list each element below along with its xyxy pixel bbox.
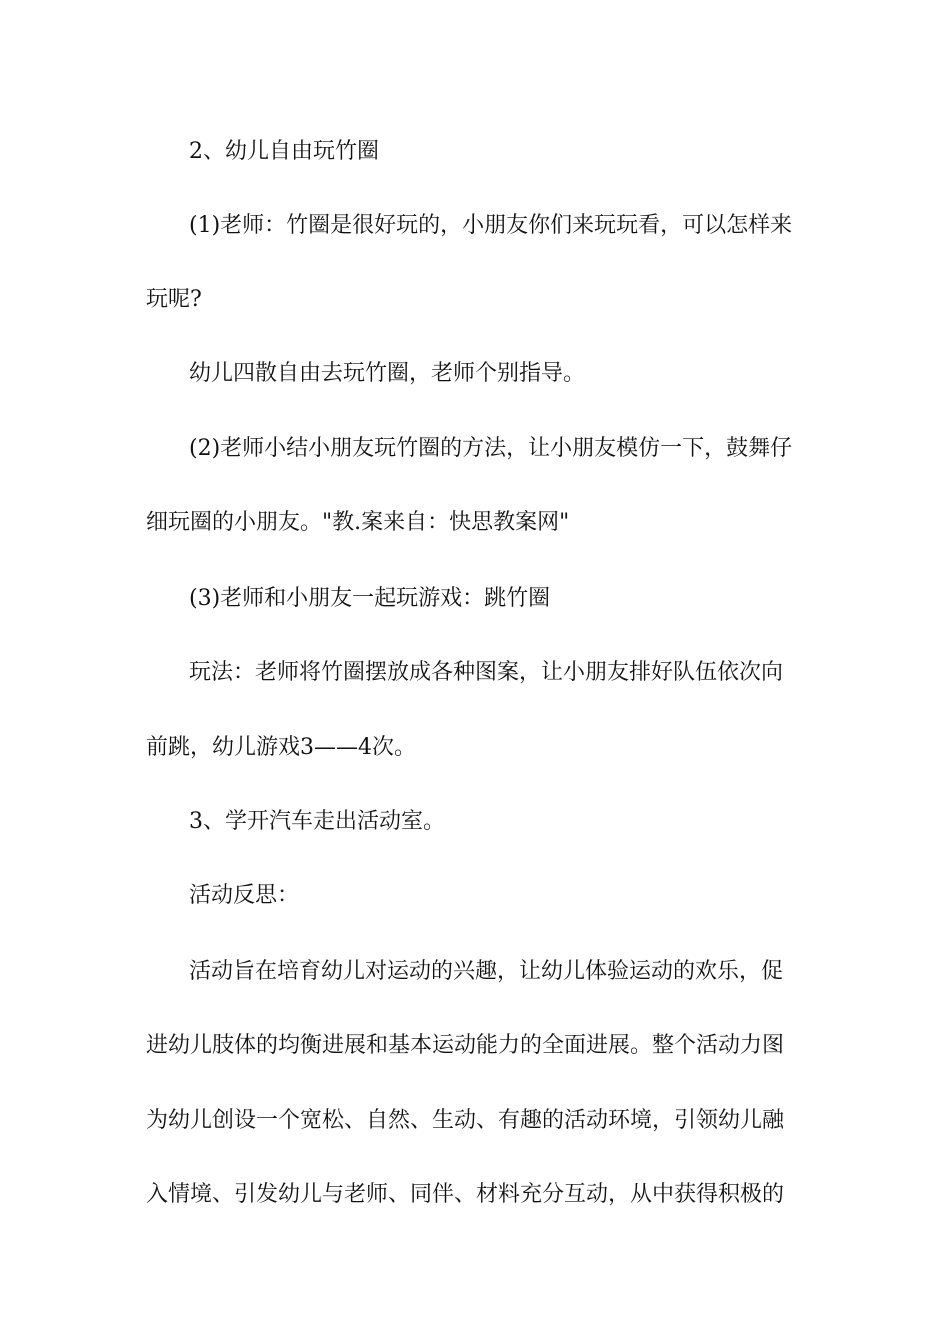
paragraph-line: 入情境、引发幼儿与老师、同伴、材料充分互动，从中获得积极的 <box>146 1182 785 1207</box>
paragraph-line: 进幼儿肢体的均衡进展和基本运动能力的全面进展。整个活动力图 <box>146 1033 785 1058</box>
paragraph-line: 玩呢? <box>146 287 202 312</box>
section-heading-2: 2、幼儿自由玩竹圈 <box>189 139 379 164</box>
section-heading-3: 3、学开汽车走出活动室。 <box>189 809 445 834</box>
paragraph-line: 活动旨在培育幼儿对运动的兴趣，让幼儿体验运动的欢乐，促 <box>189 959 784 984</box>
paragraph-line: 玩法：老师将竹圈摆放成各种图案，让小朋友排好队伍依次向 <box>189 660 784 685</box>
paragraph-line: 前跳，幼儿游戏3——4次。 <box>146 735 416 760</box>
paragraph-line: 为幼儿创设一个宽松、自然、生动、有趣的活动环境，引领幼儿融 <box>146 1108 785 1133</box>
paragraph-line: (1)老师：竹圈是很好玩的，小朋友你们来玩玩看，可以怎样来 <box>189 213 793 238</box>
paragraph-line: 幼儿四散自由去玩竹圈，老师个别指导。 <box>189 361 586 386</box>
paragraph-line: (3)老师和小朋友一起玩游戏：跳竹圈 <box>189 586 551 611</box>
paragraph-line: 细玩圈的小朋友。"教.案来自：快思教案网" <box>146 510 570 535</box>
reflection-heading: 活动反思： <box>189 883 300 908</box>
paragraph-line: (2)老师小结小朋友玩竹圈的方法，让小朋友模仿一下，鼓舞仔 <box>189 436 793 461</box>
